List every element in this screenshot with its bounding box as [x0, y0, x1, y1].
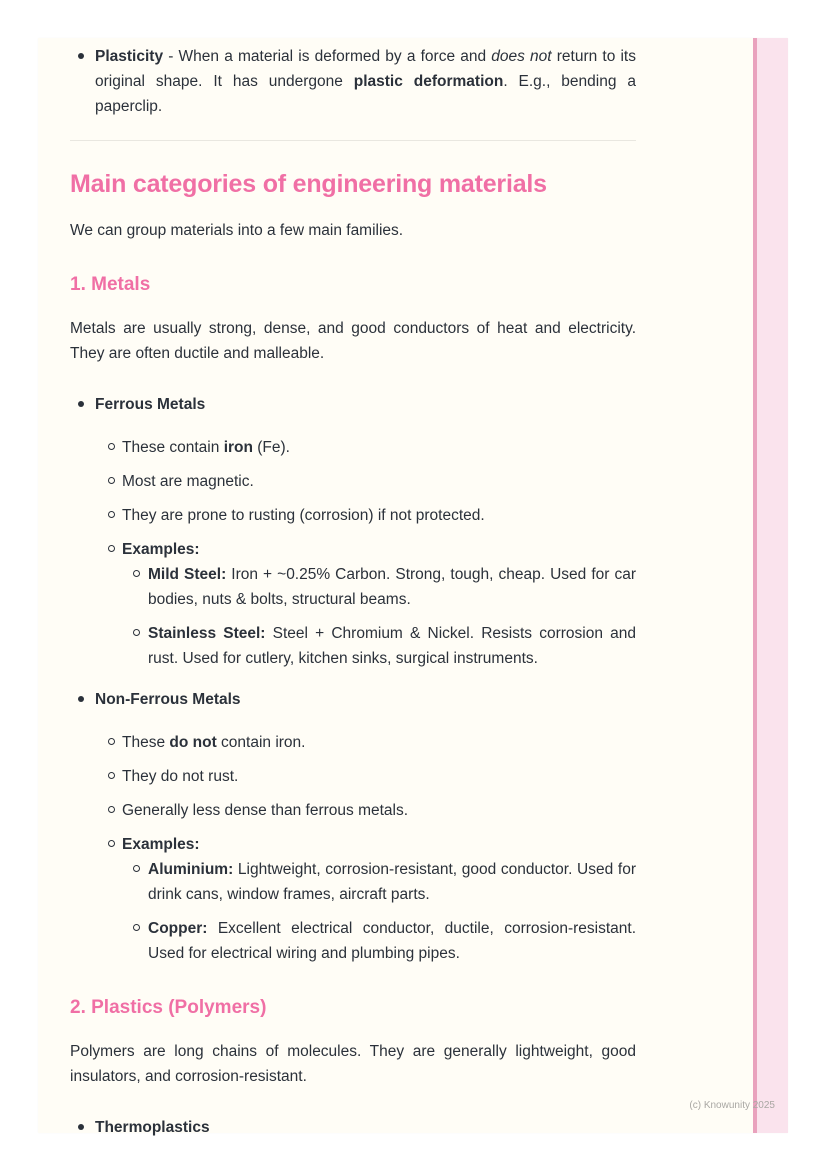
nonferrous-point: They do not rust. [95, 764, 636, 789]
example-mild-steel: Mild Steel: Iron + ~0.25% Carbon. Strong, tough, cheap. Used for car bodies, nuts & bolts, structural beams. [122, 562, 636, 612]
section-divider [70, 140, 636, 141]
main-heading: Main categories of engineering materials [70, 170, 547, 198]
bullet-thermoplastics [70, 1115, 636, 1140]
copyright-note: (c) Knowunity 2025 [689, 1100, 775, 1111]
nonferrous-examples [95, 832, 636, 966]
ferrous-point: They are prone to rusting (corrosion) if not protected. [95, 503, 636, 528]
nonferrous-points-list [95, 730, 636, 966]
thermoplastics-title: Thermoplastics [95, 1119, 210, 1136]
example-copper: Copper: Excellent electrical conductor, ductile, corrosion-resistant. Used for electrical wiring and plumbing pipes. [122, 916, 636, 966]
document-content [70, 38, 636, 1156]
bullet-nonferrous-metals [70, 687, 636, 966]
bullet-ferrous-metals [70, 392, 636, 671]
metals-paragraph: Metals are usually strong, dense, and good conductors of heat and electricity. They are often ductile and malleable. [70, 320, 636, 362]
heading-plastics: 2. Plastics (Polymers) [70, 997, 267, 1018]
bullet-plasticity: Plasticity - When a material is deformed by a force and does not return to its original shape. It has undergone plastic deformation. E.g., bending a paperclip. [70, 44, 636, 119]
intro-paragraph: We can group materials into a few main families. [70, 222, 404, 239]
document-page [38, 38, 788, 1136]
plastics-list [70, 1115, 636, 1140]
nonferrous-examples-list [122, 857, 636, 966]
nonferrous-point: These do not contain iron. [95, 730, 636, 755]
ferrous-examples-list [122, 562, 636, 671]
example-stainless-steel: Stainless Steel: Steel + Chromium & Nickel. Resists corrosion and rust. Used for cutlery, kitchen sinks, surgical instruments. [122, 621, 636, 671]
example-aluminium: Aluminium: Lightweight, corrosion-resistant, good conductor. Used for drink cans, window frames, aircraft parts. [122, 857, 636, 907]
ferrous-title: Ferrous Metals [95, 396, 206, 413]
nonferrous-title: Non-Ferrous Metals [95, 691, 241, 708]
plastics-paragraph: Polymers are long chains of molecules. They are generally lightweight, good insulators, and corrosion-resistant. [70, 1043, 636, 1085]
properties-list [70, 38, 636, 119]
page-edge-stripe [753, 38, 788, 1133]
metals-list [70, 392, 636, 966]
heading-metals: 1. Metals [70, 274, 151, 295]
ferrous-points-list [95, 435, 636, 671]
nonferrous-point: Generally less dense than ferrous metals. [95, 798, 636, 823]
ferrous-examples [95, 537, 636, 671]
ferrous-point: Most are magnetic. [95, 469, 636, 494]
ferrous-examples-label: Examples: [122, 541, 200, 558]
ferrous-point: These contain iron (Fe). [95, 435, 636, 460]
nonferrous-examples-label: Examples: [122, 836, 200, 853]
